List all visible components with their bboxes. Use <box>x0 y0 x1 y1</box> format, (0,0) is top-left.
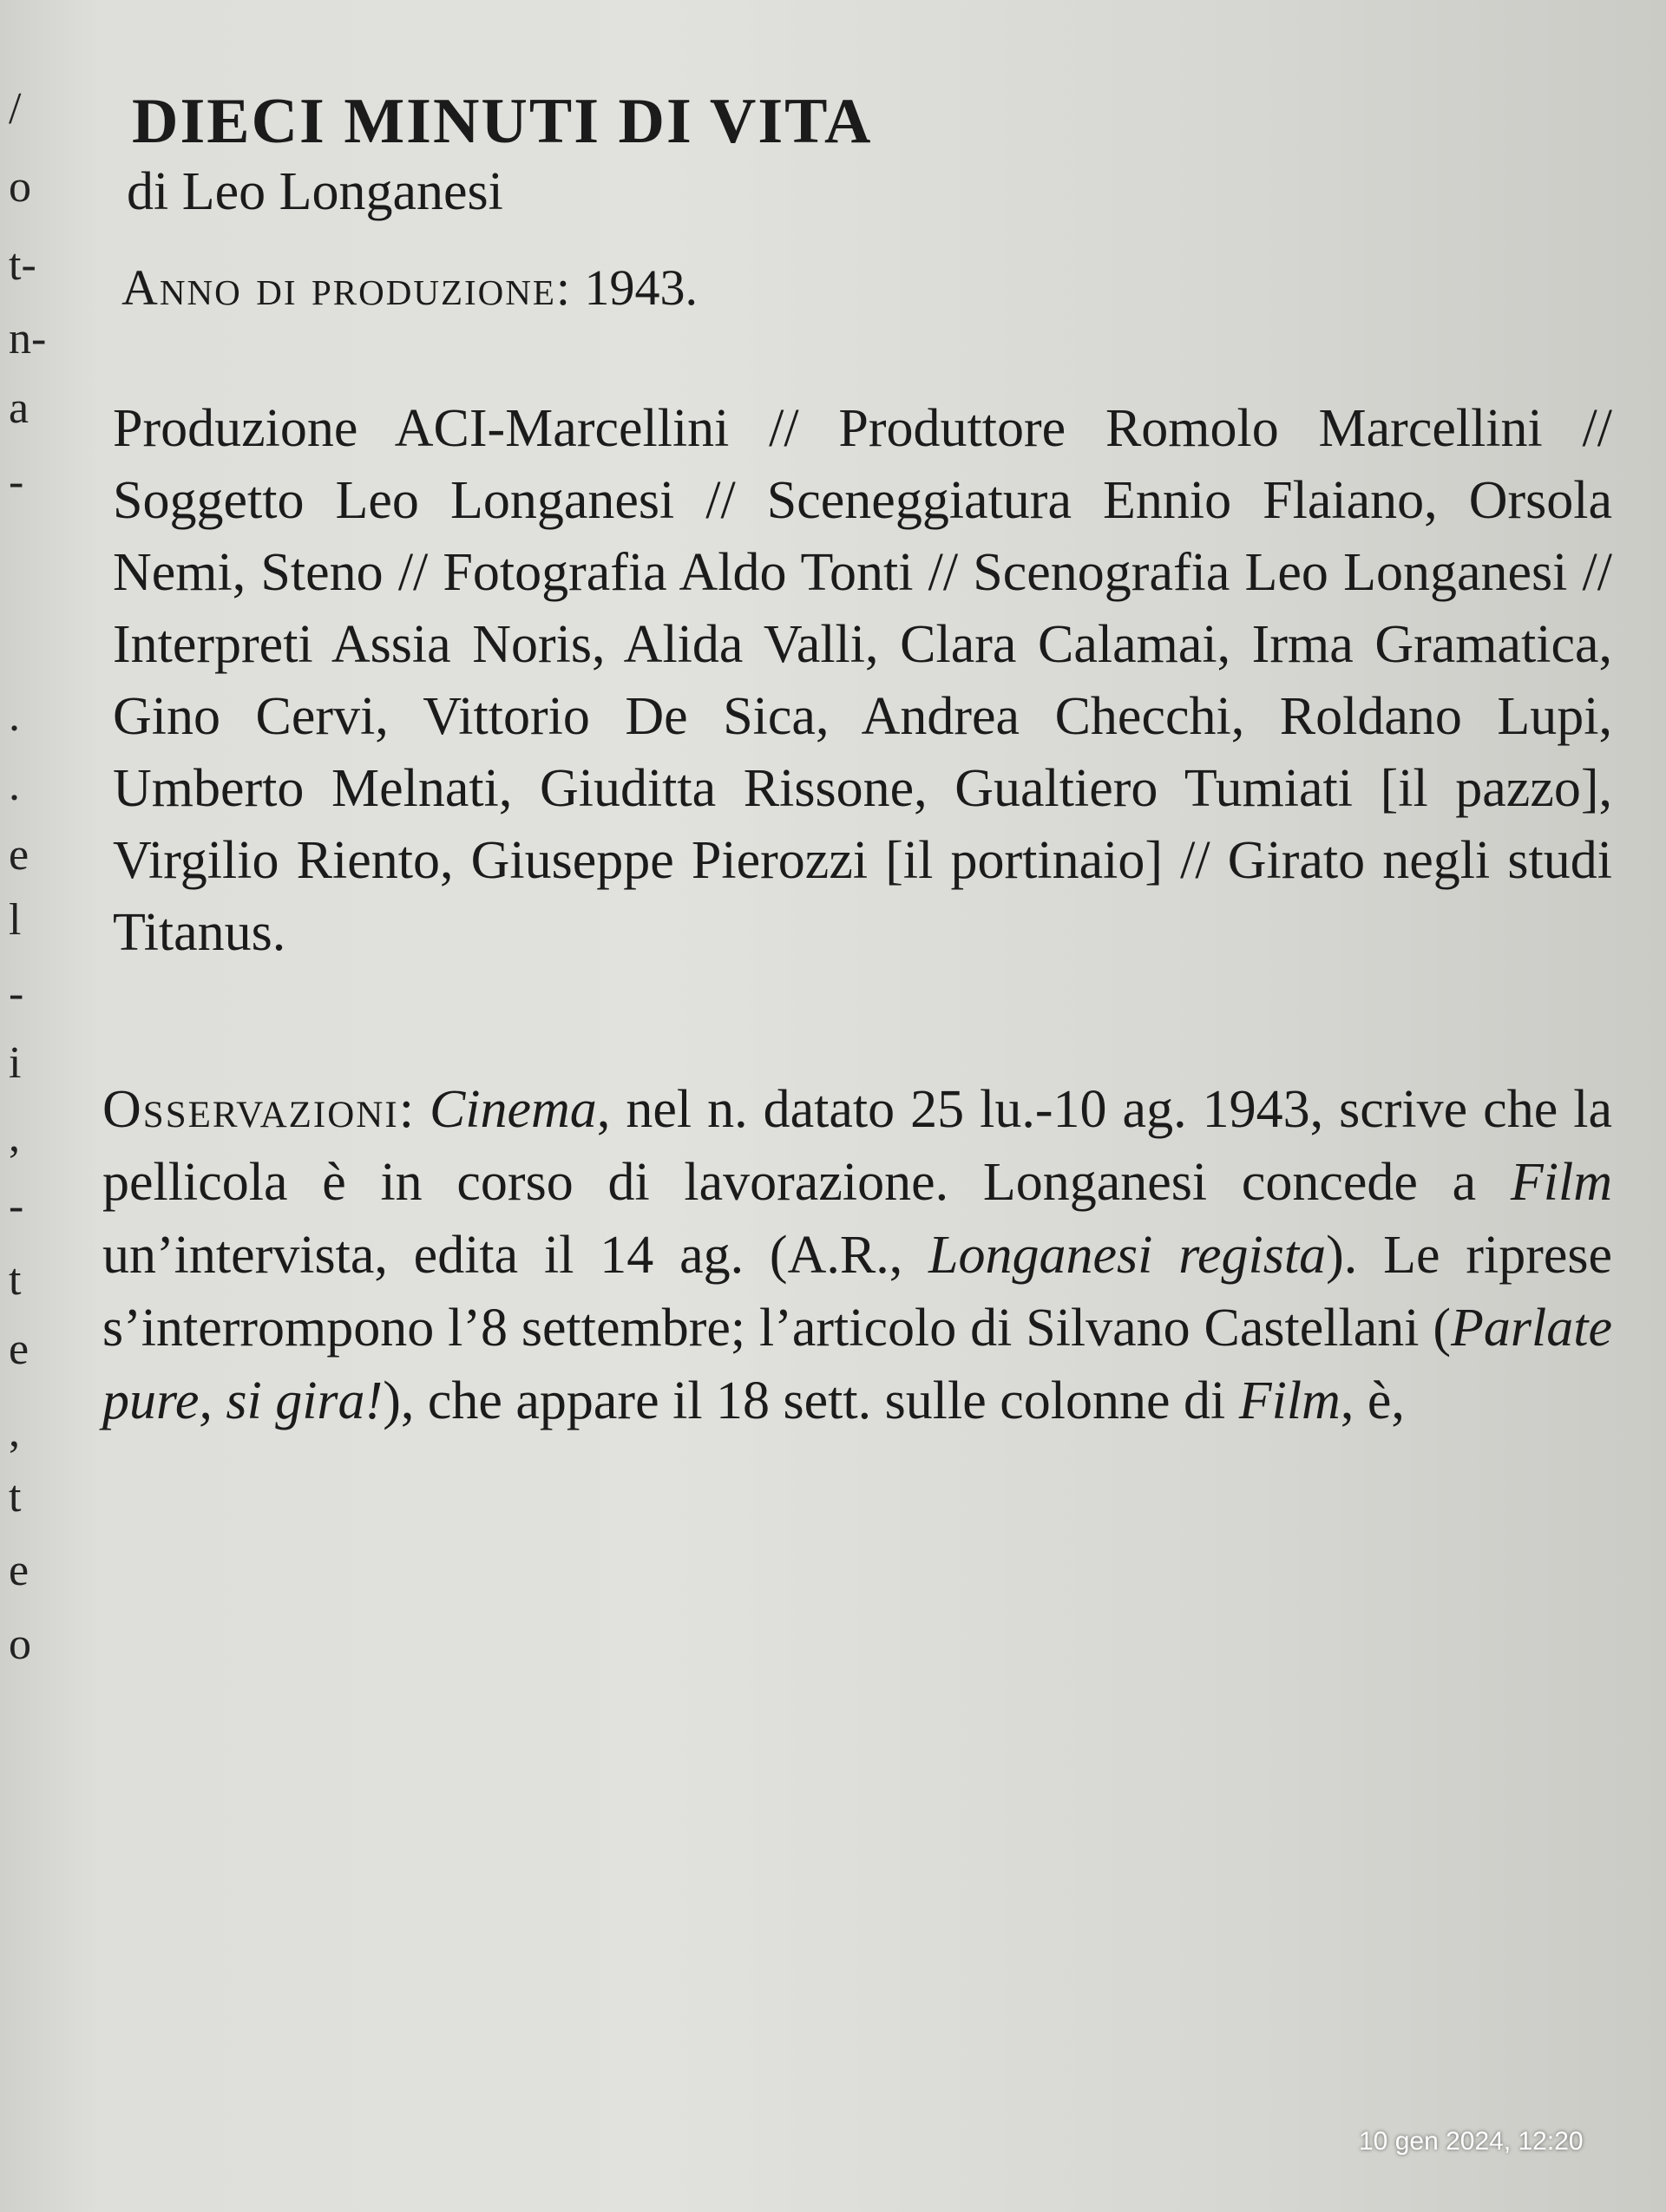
page-title: DIECI MINUTI DI VITA <box>132 86 873 157</box>
observations-text: , nel n. datato 25 lu.-10 ag. 1943, scrive che la pellicola è in corso di lavorazione. Longanesi concede a <box>102 1080 1612 1213</box>
production-year-line <box>121 260 1612 316</box>
margin-fragment: a <box>9 383 30 433</box>
credits-paragraph: Produzione ACI-Marcellini // Produttore Romolo Marcellini // Soggetto Leo Longanesi // Sceneggiatura Ennio Flaiano, Orsola Nemi, Steno // Fotografia Aldo Tonti // Scenografia Leo Longanesi // Interpreti Assia Noris, Alida Valli, Clara Calamai, Irma Gramatica, Gino Cervi, Vittorio De Sica, Andrea Checchi, Roldano Lupi, Umberto Melnati, Giuditta Rissone, Gualtiero Tumiati [il pazzo], Virgilio Riento, Giuseppe Pierozzi [il portinaio] // Girato negli studi Titanus. <box>113 399 1612 963</box>
margin-fragment: o <box>9 1620 31 1669</box>
margin-fragment: , <box>9 1407 20 1456</box>
author-line: di Leo Longanesi <box>127 162 503 222</box>
margin-fragment: e <box>9 1325 30 1374</box>
observations-paragraph <box>102 1073 1612 1437</box>
margin-fragment: t- <box>9 240 36 290</box>
margin-fragment: / <box>9 84 22 134</box>
margin-fragment: , <box>9 1112 20 1162</box>
observations-italic-text: Film <box>1238 1371 1341 1431</box>
observations-italic-text: Parlate pure, si gira! <box>102 1299 1612 1431</box>
observations-text: ), che appare il 18 sett. sulle colonne di <box>383 1371 1239 1431</box>
production-year-value: 1943. <box>584 259 699 316</box>
margin-fragment: . <box>9 761 20 810</box>
observations-text: , è, <box>1340 1371 1405 1431</box>
margin-fragment: l <box>9 895 22 945</box>
margin-fragment: t <box>9 1472 22 1522</box>
production-year-label: Anno di produzione: <box>121 259 573 316</box>
photo-timestamp: 10 gen 2024, 12:20 <box>1359 2127 1584 2156</box>
margin-fragment: o <box>9 162 31 212</box>
margin-fragment: - <box>9 969 24 1018</box>
margin-fragment: - <box>9 457 24 507</box>
observations-label: Osservazioni <box>102 1080 399 1140</box>
observations-text: un’intervista, edita il 14 ag. (A.R., <box>102 1226 929 1286</box>
page-content <box>102 87 1612 1437</box>
margin-fragment: - <box>9 1181 24 1231</box>
observations-text: ). Le riprese s’interrompono l’8 settembre; l’articolo di Silvano Castellani ( <box>102 1226 1613 1358</box>
observations-italic-text: Cinema <box>429 1080 597 1140</box>
observations-italic-text: Longanesi regista <box>928 1226 1327 1286</box>
margin-fragment: t <box>9 1255 22 1305</box>
margin-fragment: . <box>9 691 20 741</box>
margin-fragment: i <box>9 1038 22 1088</box>
observations-italic-text: Film <box>1510 1153 1612 1213</box>
margin-fragment: e <box>9 830 30 880</box>
margin-fragment: e <box>9 1546 30 1595</box>
margin-fragment: n- <box>9 314 47 363</box>
observations-text: : <box>398 1080 430 1140</box>
